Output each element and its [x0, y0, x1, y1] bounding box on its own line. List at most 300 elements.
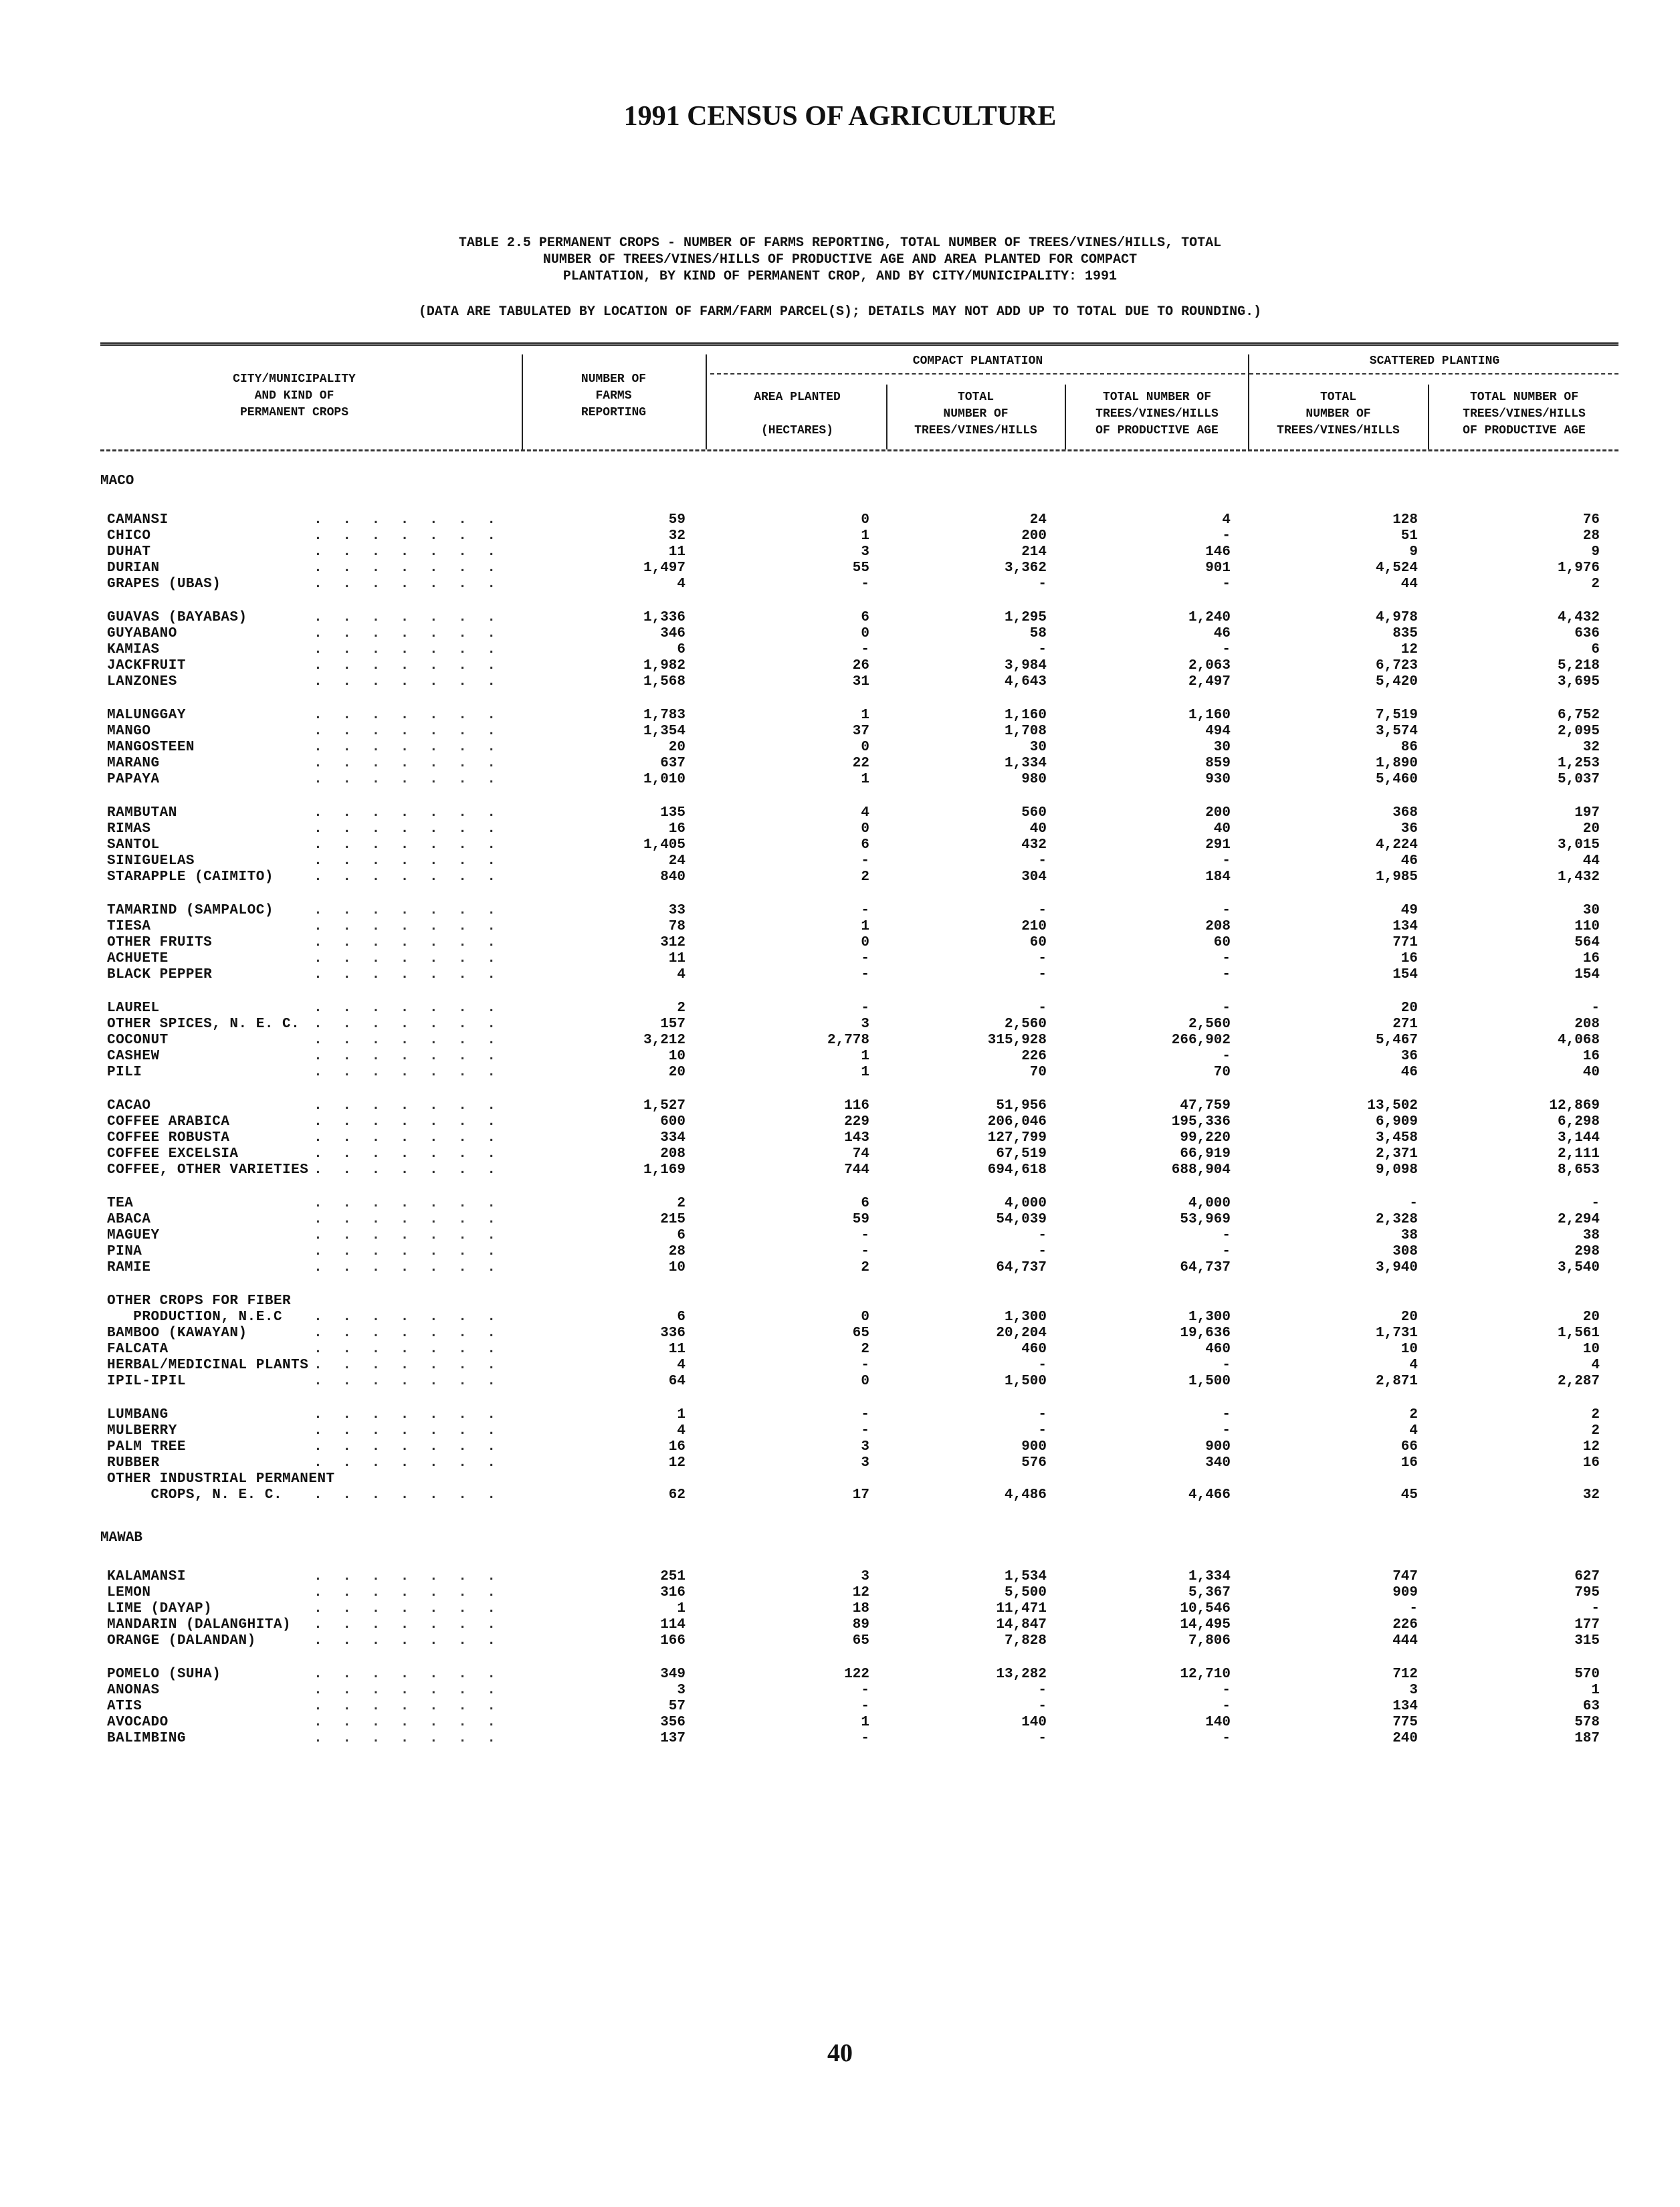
crop-label: OTHER SPICES, N. E. C.	[107, 1017, 304, 1033]
cell-total: 51,956	[996, 1098, 1047, 1114]
cell-s-prod: 6	[1591, 642, 1600, 657]
cell-s-prod: 30	[1582, 903, 1600, 918]
cell-area: 37	[852, 724, 869, 739]
table-row	[0, 1683, 1680, 1699]
leader-dots: . . . . . . .	[314, 724, 502, 739]
cell-s-total: 1,985	[1375, 869, 1418, 885]
cell-prod: 146	[1205, 544, 1231, 560]
cell-prod: 140	[1205, 1715, 1231, 1730]
table-row	[0, 724, 1680, 740]
cell-farms: 6	[677, 1228, 686, 1243]
leader-dots: . . . . . . .	[314, 528, 502, 544]
cell-s-prod: 76	[1582, 512, 1600, 528]
cell-farms: 1,169	[643, 1162, 686, 1178]
crop-label: ANONAS	[107, 1683, 164, 1699]
table-row	[0, 674, 1680, 690]
crop-label: RAMIE	[107, 1260, 155, 1276]
cell-prod: -	[1222, 1228, 1231, 1243]
cell-s-prod: 627	[1574, 1569, 1600, 1584]
cell-area: -	[861, 903, 869, 918]
cell-s-prod: 110	[1574, 919, 1600, 934]
table-row	[0, 821, 1680, 837]
cell-prod: 19,636	[1180, 1326, 1231, 1341]
cell-farms: 78	[668, 919, 686, 934]
cell-area: 4	[861, 805, 869, 821]
cell-s-total: 2	[1409, 1407, 1418, 1423]
cell-farms: 137	[660, 1731, 686, 1746]
leader-dots: . . . . . . .	[314, 1049, 502, 1064]
crop-label: PINA	[107, 1244, 146, 1260]
cell-s-prod: 2,287	[1557, 1374, 1600, 1389]
cell-total: -	[1038, 1699, 1047, 1714]
cell-s-total: 46	[1400, 853, 1418, 869]
cell-total: -	[1038, 1683, 1047, 1698]
leader-dots: . . . . . . .	[314, 1326, 502, 1341]
leader-dots: . . . . . . .	[314, 1260, 502, 1275]
cell-total: 140	[1021, 1715, 1047, 1730]
table-row	[0, 903, 1680, 919]
table-row	[0, 1326, 1680, 1342]
crop-label: TAMARIND (SAMPALOC)	[107, 903, 278, 919]
cell-total: -	[1038, 1407, 1047, 1423]
cell-prod: 47,759	[1180, 1098, 1231, 1114]
cell-s-prod: 3,695	[1557, 674, 1600, 690]
cell-farms: 12	[668, 1455, 686, 1471]
leader-dots: . . . . . . .	[314, 560, 502, 576]
crop-label: PALM TREE	[107, 1439, 190, 1455]
cell-s-prod: 1,253	[1557, 756, 1600, 771]
crop-label: ACHUETE	[107, 951, 173, 967]
cell-s-prod: 2	[1591, 1423, 1600, 1439]
cell-s-prod: 4	[1591, 1358, 1600, 1373]
table-row	[0, 756, 1680, 772]
cell-area: 26	[852, 658, 869, 673]
cell-prod: 64,737	[1180, 1260, 1231, 1275]
leader-dots: . . . . . . .	[314, 967, 502, 982]
cell-prod: -	[1222, 951, 1231, 966]
table-caption-line-2: NUMBER OF TREES/VINES/HILLS OF PRODUCTIVE AGE AND AREA PLANTED FOR COMPACT	[542, 252, 1138, 268]
leader-dots: . . . . . . .	[314, 1001, 502, 1016]
cell-prod: -	[1222, 1001, 1231, 1016]
section-heading: MACO	[100, 474, 134, 489]
cell-s-prod: 40	[1582, 1065, 1600, 1080]
cell-prod: -	[1222, 853, 1231, 869]
cell-farms: 334	[660, 1130, 686, 1146]
leader-dots: . . . . . . .	[314, 1617, 502, 1633]
crop-label: KAMIAS	[107, 642, 164, 658]
table-row	[0, 772, 1680, 788]
cell-farms: 157	[660, 1017, 686, 1032]
cell-prod: 688,904	[1171, 1162, 1231, 1178]
cell-s-total: 368	[1392, 805, 1418, 821]
cell-total: 40	[1029, 821, 1047, 837]
cell-s-prod: 44	[1582, 853, 1600, 869]
cell-s-total: 4,978	[1375, 610, 1418, 625]
cell-s-total: 444	[1392, 1633, 1418, 1649]
leader-dots: . . . . . . .	[314, 1244, 502, 1259]
leader-dots: . . . . . . .	[314, 1162, 502, 1178]
table-row	[0, 576, 1680, 593]
header-compact-plantation: COMPACT PLANTATION	[912, 354, 1043, 368]
cell-prod: -	[1222, 1407, 1231, 1423]
cell-farms: 6	[677, 642, 686, 657]
crop-label: DUHAT	[107, 544, 155, 560]
cell-area: 1	[861, 1715, 869, 1730]
cell-s-prod: 3,144	[1557, 1130, 1600, 1146]
cell-total: 64,737	[996, 1260, 1047, 1275]
crop-label: COFFEE ROBUSTA	[107, 1130, 233, 1146]
leader-dots: . . . . . . .	[314, 1439, 502, 1455]
cell-s-prod: 154	[1574, 967, 1600, 982]
crop-label: CAMANSI	[107, 512, 173, 528]
cell-s-prod: 1,561	[1557, 1326, 1600, 1341]
cell-prod: 5,367	[1188, 1585, 1231, 1600]
cell-farms: 1,568	[643, 674, 686, 690]
cell-farms: 208	[660, 1146, 686, 1162]
cell-area: -	[861, 1407, 869, 1423]
table-row	[0, 1407, 1680, 1423]
leader-dots: . . . . . . .	[314, 1342, 502, 1357]
table-row	[0, 1699, 1680, 1715]
cell-farms: 2	[677, 1001, 686, 1016]
cell-prod: 2,063	[1188, 658, 1231, 673]
table-row	[0, 1439, 1680, 1455]
cell-s-prod: 315	[1574, 1633, 1600, 1649]
cell-s-total: 10	[1400, 1342, 1418, 1357]
leader-dots: . . . . . . .	[314, 1683, 502, 1698]
cell-s-total: 9,098	[1375, 1162, 1418, 1178]
cell-total: 460	[1021, 1342, 1047, 1357]
table-row	[0, 1114, 1680, 1130]
cell-area: 143	[844, 1130, 869, 1146]
crop-label: RIMAS	[107, 821, 155, 837]
document-title: 1991 CENSUS OF AGRICULTURE	[623, 101, 1057, 132]
crop-label: OTHER FRUITS	[107, 935, 216, 951]
cell-total: -	[1038, 1001, 1047, 1016]
cell-area: 2	[861, 1342, 869, 1357]
cell-area: 116	[844, 1098, 869, 1114]
cell-total: 1,334	[1004, 756, 1047, 771]
leader-dots: . . . . . . .	[314, 1667, 502, 1682]
cell-prod: 99,220	[1180, 1130, 1231, 1146]
cell-s-total: 240	[1392, 1731, 1418, 1746]
crop-label: MALUNGGAY	[107, 708, 190, 724]
cell-area: 22	[852, 756, 869, 771]
table-row	[0, 512, 1680, 528]
crop-label: LUMBANG	[107, 1407, 173, 1423]
cell-area: 0	[861, 626, 869, 641]
cell-farms: 1,354	[643, 724, 686, 739]
leader-dots: . . . . . . .	[314, 821, 502, 837]
cell-area: 1	[861, 528, 869, 544]
cell-farms: 32	[668, 528, 686, 544]
cell-prod: -	[1222, 967, 1231, 982]
table-row	[0, 805, 1680, 821]
leader-dots: . . . . . . .	[314, 1569, 502, 1584]
table-row	[0, 1033, 1680, 1049]
cell-s-total: 154	[1392, 967, 1418, 982]
cell-area: 0	[861, 512, 869, 528]
crop-label: FALCATA	[107, 1342, 173, 1358]
cell-area: 1	[861, 919, 869, 934]
leader-dots: . . . . . . .	[314, 544, 502, 560]
cell-prod: -	[1222, 642, 1231, 657]
cell-s-total: 775	[1392, 1715, 1418, 1730]
cell-total: 5,500	[1004, 1585, 1047, 1600]
crop-label: MULBERRY	[107, 1423, 181, 1439]
crop-label: LIME (DAYAP)	[107, 1601, 216, 1617]
cell-area: 1	[861, 1065, 869, 1080]
cell-area: 3	[861, 1455, 869, 1471]
cell-total: 560	[1021, 805, 1047, 821]
header-city-crops: CITY/MUNICIPALITY AND KIND OF PERMANENT CROPS	[233, 373, 356, 419]
crop-label: PAPAYA	[107, 772, 164, 788]
cell-s-total: 271	[1392, 1017, 1418, 1032]
cell-area: 74	[852, 1146, 869, 1162]
cell-s-total: 3	[1409, 1683, 1418, 1698]
crop-label: DURIAN	[107, 560, 164, 576]
cell-area: 0	[861, 935, 869, 950]
cell-s-prod: 10	[1582, 1342, 1600, 1357]
cell-s-prod: 4,068	[1557, 1033, 1600, 1048]
table-row	[0, 528, 1680, 544]
cell-s-total: 36	[1400, 821, 1418, 837]
cell-farms: 11	[668, 1342, 686, 1357]
crop-label: SINIGUELAS	[107, 853, 199, 869]
cell-area: 1	[861, 708, 869, 723]
cell-farms: 16	[668, 821, 686, 837]
table-row	[0, 1309, 1680, 1326]
cell-area: -	[861, 1423, 869, 1439]
cell-total: 3,984	[1004, 658, 1047, 673]
crop-label: BLACK PEPPER	[107, 967, 216, 983]
cell-farms: 24	[668, 853, 686, 869]
header-compact-productive: TOTAL NUMBER OF TREES/VINES/HILLS OF PRODUCTIVE AGE	[1095, 391, 1219, 437]
cell-total: 2,560	[1004, 1017, 1047, 1032]
cell-total: 7,828	[1004, 1633, 1047, 1649]
table-row	[0, 967, 1680, 983]
cell-total: 4,486	[1004, 1487, 1047, 1503]
leader-dots: . . . . . . .	[314, 919, 502, 934]
cell-s-prod: -	[1591, 1196, 1600, 1211]
table-row	[0, 1098, 1680, 1114]
crop-label: LAUREL	[107, 1001, 164, 1017]
cell-s-total: 46	[1400, 1065, 1418, 1080]
cell-prod: 60	[1213, 935, 1231, 950]
cell-total: 200	[1021, 528, 1047, 544]
cell-area: 3	[861, 1569, 869, 1584]
cell-total: -	[1038, 903, 1047, 918]
cell-prod: -	[1222, 1049, 1231, 1064]
cell-farms: 336	[660, 1326, 686, 1341]
cell-s-prod: 16	[1582, 1455, 1600, 1471]
leader-dots: . . . . . . .	[314, 1309, 502, 1325]
cell-farms: 20	[668, 740, 686, 755]
cell-s-prod: 9	[1591, 544, 1600, 560]
cell-prod: 66,919	[1180, 1146, 1231, 1162]
cell-area: -	[861, 1683, 869, 1698]
crop-label: ATIS	[107, 1699, 146, 1715]
cell-farms: 4	[677, 576, 686, 592]
crop-label: COFFEE EXCELSIA	[107, 1146, 243, 1162]
cell-s-total: 66	[1400, 1439, 1418, 1455]
leader-dots: . . . . . . .	[314, 1407, 502, 1423]
table-row	[0, 544, 1680, 560]
cell-area: -	[861, 1358, 869, 1373]
cell-prod: 901	[1205, 560, 1231, 576]
crop-label: LEMON	[107, 1585, 155, 1601]
cell-farms: 312	[660, 935, 686, 950]
cell-s-prod: 636	[1574, 626, 1600, 641]
cell-s-total: 2,871	[1375, 1374, 1418, 1389]
cell-farms: 2	[677, 1196, 686, 1211]
cell-area: 0	[861, 1374, 869, 1389]
cell-farms: 6	[677, 1309, 686, 1325]
cell-s-prod: 16	[1582, 1049, 1600, 1064]
cell-prod: 340	[1205, 1455, 1231, 1471]
cell-s-prod: 32	[1582, 1487, 1600, 1503]
cell-s-total: 747	[1392, 1569, 1418, 1584]
table-note: (DATA ARE TABULATED BY LOCATION OF FARM/FARM PARCEL(S); DETAILS MAY NOT ADD UP TO TOTAL DUE TO ROUNDING.)	[418, 304, 1262, 320]
cell-s-total: -	[1409, 1601, 1418, 1616]
leader-dots: . . . . . . .	[314, 772, 502, 787]
cell-area: 3	[861, 1439, 869, 1455]
cell-prod: -	[1222, 1358, 1231, 1373]
cell-total: 1,708	[1004, 724, 1047, 739]
cell-s-total: 3,940	[1375, 1260, 1418, 1275]
cell-prod: 208	[1205, 919, 1231, 934]
cell-prod: -	[1222, 1244, 1231, 1259]
table-row	[0, 919, 1680, 935]
cell-area: 65	[852, 1326, 869, 1341]
crop-label: GRAPES (UBAS)	[107, 576, 225, 593]
crop-label: AVOCADO	[107, 1715, 173, 1731]
cell-area: 1	[861, 772, 869, 787]
crop-label: KALAMANSI	[107, 1569, 190, 1585]
crop-label: GUAVAS (BAYABAS)	[107, 610, 251, 626]
cell-farms: 114	[660, 1617, 686, 1633]
cell-prod: 30	[1213, 740, 1231, 755]
cell-prod: -	[1222, 528, 1231, 544]
cell-s-total: 4	[1409, 1423, 1418, 1439]
cell-s-total: 835	[1392, 626, 1418, 641]
leader-dots: . . . . . . .	[314, 642, 502, 657]
leader-dots: . . . . . . .	[314, 869, 502, 885]
cell-total: 1,295	[1004, 610, 1047, 625]
leader-dots: . . . . . . .	[314, 1455, 502, 1471]
cell-s-total: 12	[1400, 642, 1418, 657]
cell-s-total: 771	[1392, 935, 1418, 950]
cell-farms: 1,010	[643, 772, 686, 787]
cell-s-prod: 564	[1574, 935, 1600, 950]
cell-s-prod: 2	[1591, 576, 1600, 592]
cell-total: 20,204	[996, 1326, 1047, 1341]
leader-dots: . . . . . . .	[314, 1374, 502, 1389]
table-row	[0, 837, 1680, 853]
cell-s-total: 308	[1392, 1244, 1418, 1259]
leader-dots: . . . . . . .	[314, 1130, 502, 1146]
cell-farms: 57	[668, 1699, 686, 1714]
cell-farms: 11	[668, 951, 686, 966]
crop-label: COFFEE ARABICA	[107, 1114, 233, 1130]
cell-s-total: 5,420	[1375, 674, 1418, 690]
page-number: 40	[827, 2039, 853, 2067]
cell-s-prod: 1,432	[1557, 869, 1600, 885]
table-row	[0, 708, 1680, 724]
cell-farms: 10	[668, 1049, 686, 1064]
cell-farms: 1	[677, 1407, 686, 1423]
crop-label: IPIL-IPIL	[107, 1374, 190, 1390]
cell-s-total: 134	[1392, 1699, 1418, 1714]
cell-total: 214	[1021, 544, 1047, 560]
table-row	[0, 1585, 1680, 1601]
cell-area: 17	[852, 1487, 869, 1503]
table-row	[0, 1212, 1680, 1228]
table-row	[0, 1471, 1680, 1487]
cell-s-prod: 570	[1574, 1667, 1600, 1682]
header-compact-total: TOTAL NUMBER OF TREES/VINES/HILLS	[914, 391, 1037, 437]
cell-farms: 3,212	[643, 1033, 686, 1048]
cell-total: 4,000	[1004, 1196, 1047, 1211]
cell-farms: 62	[668, 1487, 686, 1503]
cell-s-total: 5,467	[1375, 1033, 1418, 1048]
cell-total: -	[1038, 1731, 1047, 1746]
cell-prod: 2,560	[1188, 1017, 1231, 1032]
crop-label: SANTOL	[107, 837, 164, 853]
table-row	[0, 1065, 1680, 1081]
cell-prod: 4	[1222, 512, 1231, 528]
cell-s-prod: 8,653	[1557, 1162, 1600, 1178]
cell-area: 0	[861, 1309, 869, 1325]
cell-total: 127,799	[987, 1130, 1047, 1146]
cell-s-prod: 12	[1582, 1439, 1600, 1455]
cell-s-total: 909	[1392, 1585, 1418, 1600]
cell-s-total: 49	[1400, 903, 1418, 918]
cell-area: -	[861, 642, 869, 657]
cell-prod: -	[1222, 903, 1231, 918]
cell-total: 694,618	[987, 1162, 1047, 1178]
cell-s-total: 6,723	[1375, 658, 1418, 673]
table-row	[0, 642, 1680, 658]
leader-dots: . . . . . . .	[314, 610, 502, 625]
cell-s-total: 4,524	[1375, 560, 1418, 576]
cell-total: 54,039	[996, 1212, 1047, 1227]
cell-s-total: 128	[1392, 512, 1418, 528]
cell-s-total: 226	[1392, 1617, 1418, 1633]
cell-prod: 494	[1205, 724, 1231, 739]
leader-dots: . . . . . . .	[314, 1065, 502, 1080]
crop-label: TEA	[107, 1196, 137, 1212]
cell-s-prod: 63	[1582, 1699, 1600, 1714]
cell-area: 1	[861, 1049, 869, 1064]
cell-s-prod: 1	[1591, 1683, 1600, 1698]
leader-dots: . . . . . . .	[314, 1033, 502, 1048]
table-row	[0, 626, 1680, 642]
crop-label: TIESA	[107, 919, 155, 935]
table-row	[0, 740, 1680, 756]
cell-s-total: -	[1409, 1196, 1418, 1211]
cell-total: -	[1038, 951, 1047, 966]
cell-s-total: 5,460	[1375, 772, 1418, 787]
table-row	[0, 1244, 1680, 1260]
cell-prod: 4,466	[1188, 1487, 1231, 1503]
cell-prod: 46	[1213, 626, 1231, 641]
table-row	[0, 1293, 1680, 1309]
table-row	[0, 1228, 1680, 1244]
cell-s-prod: 2	[1591, 1407, 1600, 1423]
cell-total: 24	[1029, 512, 1047, 528]
crop-label: BAMBOO (KAWAYAN)	[107, 1326, 251, 1342]
